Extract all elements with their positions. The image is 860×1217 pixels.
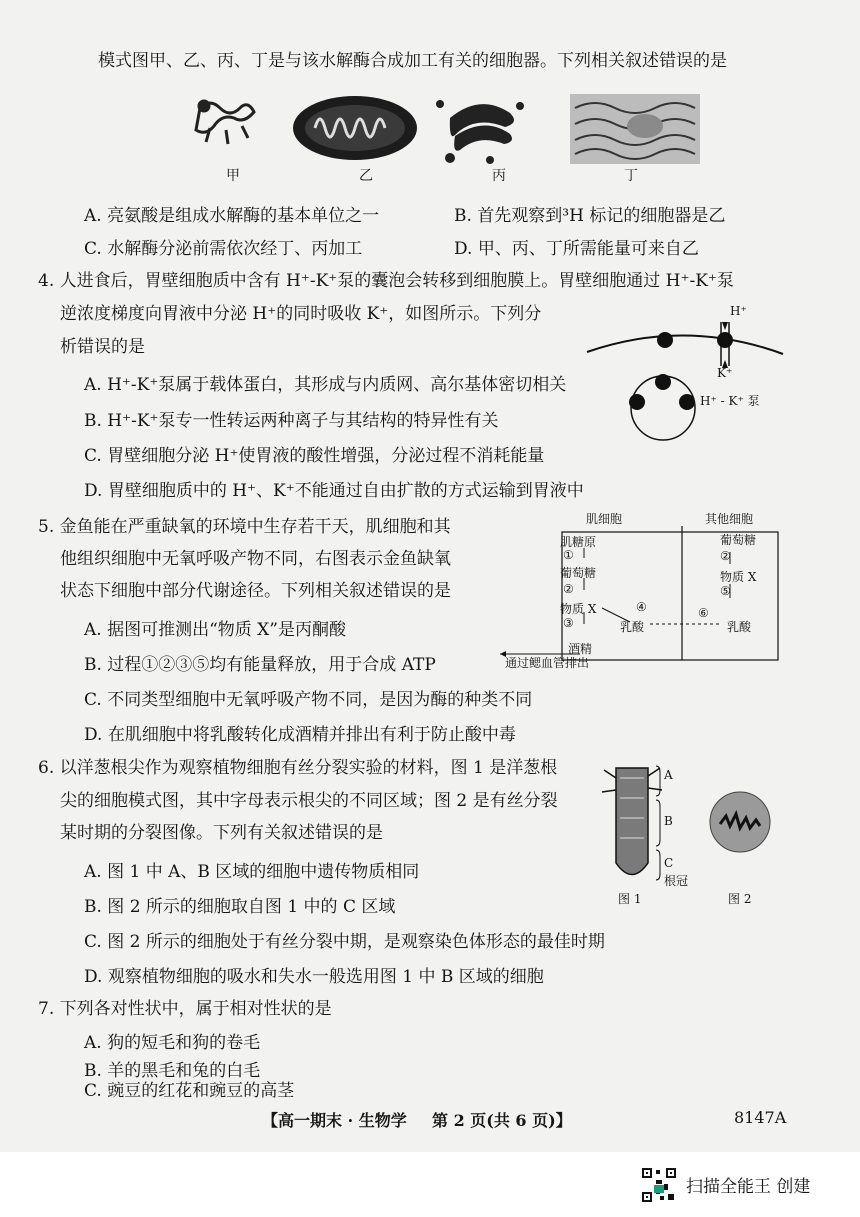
q4-stem-line1: 4. 人进食后，胃壁细胞质中含有 H⁺-K⁺泵的囊泡会转移到细胞膜上。胃壁细胞通过 H⁺-K⁺泵 [38, 271, 734, 291]
fig-muscle-label: 肌细胞 [586, 512, 623, 526]
q3-option-a: A. 亮氨酸是组成水解酶的基本单位之一 [84, 206, 380, 226]
q5-option-b: B. 过程①②③⑤均有能量释放，用于合成 ATP [84, 655, 436, 675]
fig-glycogen-label: 肌糖原 [560, 535, 597, 549]
fig-n5: ⑤ [720, 584, 731, 598]
fig-n6: ⑥ [698, 606, 709, 620]
fig-n4: ④ [636, 600, 647, 614]
q7-option-c: C. 豌豆的红花和豌豆的高茎 [84, 1081, 295, 1101]
q3-option-c: C. 水解酶分泌前需依次经丁、丙加工 [84, 239, 363, 259]
organelle-label-jia: 甲 [226, 168, 240, 184]
q5-option-a: A. 据图可推测出“物质 X”是丙酮酸 [84, 620, 346, 640]
q6-option-a: A. 图 1 中 A、B 区域的细胞中遗传物质相同 [84, 862, 420, 882]
q6-option-c: C. 图 2 所示的细胞处于有丝分裂中期，是观察染色体形态的最佳时期 [84, 932, 605, 952]
fig-lactate-label: 乳酸 [620, 620, 645, 634]
fig-glucose-label: 葡萄糖 [560, 566, 597, 580]
q5-option-c: C. 不同类型细胞中无氧呼吸产物不同，是因为酶的种类不同 [84, 690, 533, 710]
root-cap-label: 根冠 [664, 874, 689, 888]
mitosis-cell-figure [708, 790, 772, 854]
q6-option-d: D. 观察植物细胞的吸水和失水一般选用图 1 中 B 区域的细胞 [84, 967, 544, 987]
footer-code: 8147A [734, 1108, 787, 1127]
q5-stem-line2: 他组织细胞中无氧呼吸产物不同，右图表示金鱼缺氧 [60, 549, 451, 569]
q6-option-b: B. 图 2 所示的细胞取自图 1 中的 C 区域 [84, 897, 396, 917]
q6-stem-line3: 某时期的分裂图像。下列有关叙述错误的是 [60, 823, 383, 843]
q7-option-b: B. 羊的黑毛和兔的白毛 [84, 1061, 261, 1081]
fig-other-label: 其他细胞 [705, 512, 754, 526]
q4-option-c: C. 胃壁细胞分泌 H⁺使胃液的酸性增强，分泌过程不消耗能量 [84, 446, 545, 466]
root-region-a: A [664, 768, 673, 782]
pump-name-label: H⁺ - K⁺ 泵 [700, 394, 760, 408]
root-region-c: C [664, 856, 674, 870]
q6-stem-line2: 尖的细胞模式图，其中字母表示根尖的不同区域；图 2 是有丝分裂 [60, 791, 558, 811]
organelle-label-yi: 乙 [359, 168, 373, 184]
q4-option-a: A. H⁺-K⁺泵属于载体蛋白，其形成与内质网、高尔基体密切相关 [84, 375, 567, 395]
q3-option-d: D. 甲、丙、丁所需能量可来自乙 [454, 239, 699, 259]
q5-stem-line1: 5. 金鱼能在严重缺氧的环境中生存若干天，肌细胞和其 [38, 517, 451, 537]
fig-excrete-label: 通过鳃血管排出 [505, 656, 590, 670]
fig-alcohol-label: 酒精 [568, 642, 593, 656]
fig-n2: ② [563, 582, 574, 596]
root-region-b: B [664, 814, 673, 828]
fig-other-glucose-label: 葡萄糖 [720, 533, 757, 547]
q5-stem-line3: 状态下细胞中部分代谢途径。下列相关叙述错误的是 [60, 581, 451, 601]
organelle-label-bing: 丙 [492, 168, 506, 184]
fig2-caption: 图 2 [728, 892, 752, 906]
fig-other-lactate-label: 乳酸 [727, 620, 752, 634]
organelle-jia-image [196, 101, 254, 144]
fig-other-x-label: 物质 X [720, 570, 757, 584]
fig-n2-other: ② [720, 549, 731, 563]
fig1-caption: 图 1 [618, 892, 642, 906]
q3-option-b: B. 首先观察到³H 标记的细胞器是乙 [454, 206, 726, 226]
organelle-bing-image [436, 100, 524, 164]
organelle-ding-image [570, 94, 700, 164]
organelle-yi-image [293, 96, 417, 160]
q7-option-a: A. 狗的短毛和狗的卷毛 [84, 1033, 261, 1053]
q4-option-d: D. 胃壁细胞质中的 H⁺、K⁺不能通过自由扩散的方式运输到胃液中 [84, 481, 584, 501]
pump-k-label: K⁺ [717, 366, 733, 380]
footer-page-number: 第 2 页(共 6 页)】 [432, 1111, 572, 1130]
mitosis-cell-diagram [708, 790, 772, 854]
fig-x-label: 物质 X [560, 602, 597, 616]
q5-option-d: D. 在肌细胞中将乳酸转化成酒精并排出有利于防止酸中毒 [84, 725, 516, 745]
footer-exam-title: 【高一期末 · 生物学 [262, 1111, 407, 1130]
fig-n1: ① [563, 548, 574, 562]
scanner-logo-icon [654, 1185, 664, 1193]
scanner-watermark-text: 扫描全能王 创建 [686, 1177, 811, 1197]
pump-figure [585, 300, 785, 470]
organelle-label-ding: 丁 [624, 168, 638, 184]
q4-option-b: B. H⁺-K⁺泵专一性转运两种离子与其结构的特异性有关 [84, 411, 499, 431]
pump-diagram [585, 300, 785, 470]
pump-h-label: H⁺ [730, 304, 747, 318]
q4-stem-line2: 逆浓度梯度向胃液中分泌 H⁺的同时吸收 K⁺，如图所示。下列分 [60, 304, 542, 324]
q7-stem: 7. 下列各对性状中，属于相对性状的是 [38, 999, 332, 1019]
intro-text: 模式图甲、乙、丙、丁是与该水解酶合成加工有关的细胞器。下列相关叙述错误的是 [98, 51, 727, 71]
q6-stem-line1: 6. 以洋葱根尖作为观察植物细胞有丝分裂实验的材料，图 1 是洋葱根 [38, 758, 558, 778]
fig-n3: ③ [563, 616, 574, 630]
q4-stem-line3: 析错误的是 [60, 337, 145, 357]
